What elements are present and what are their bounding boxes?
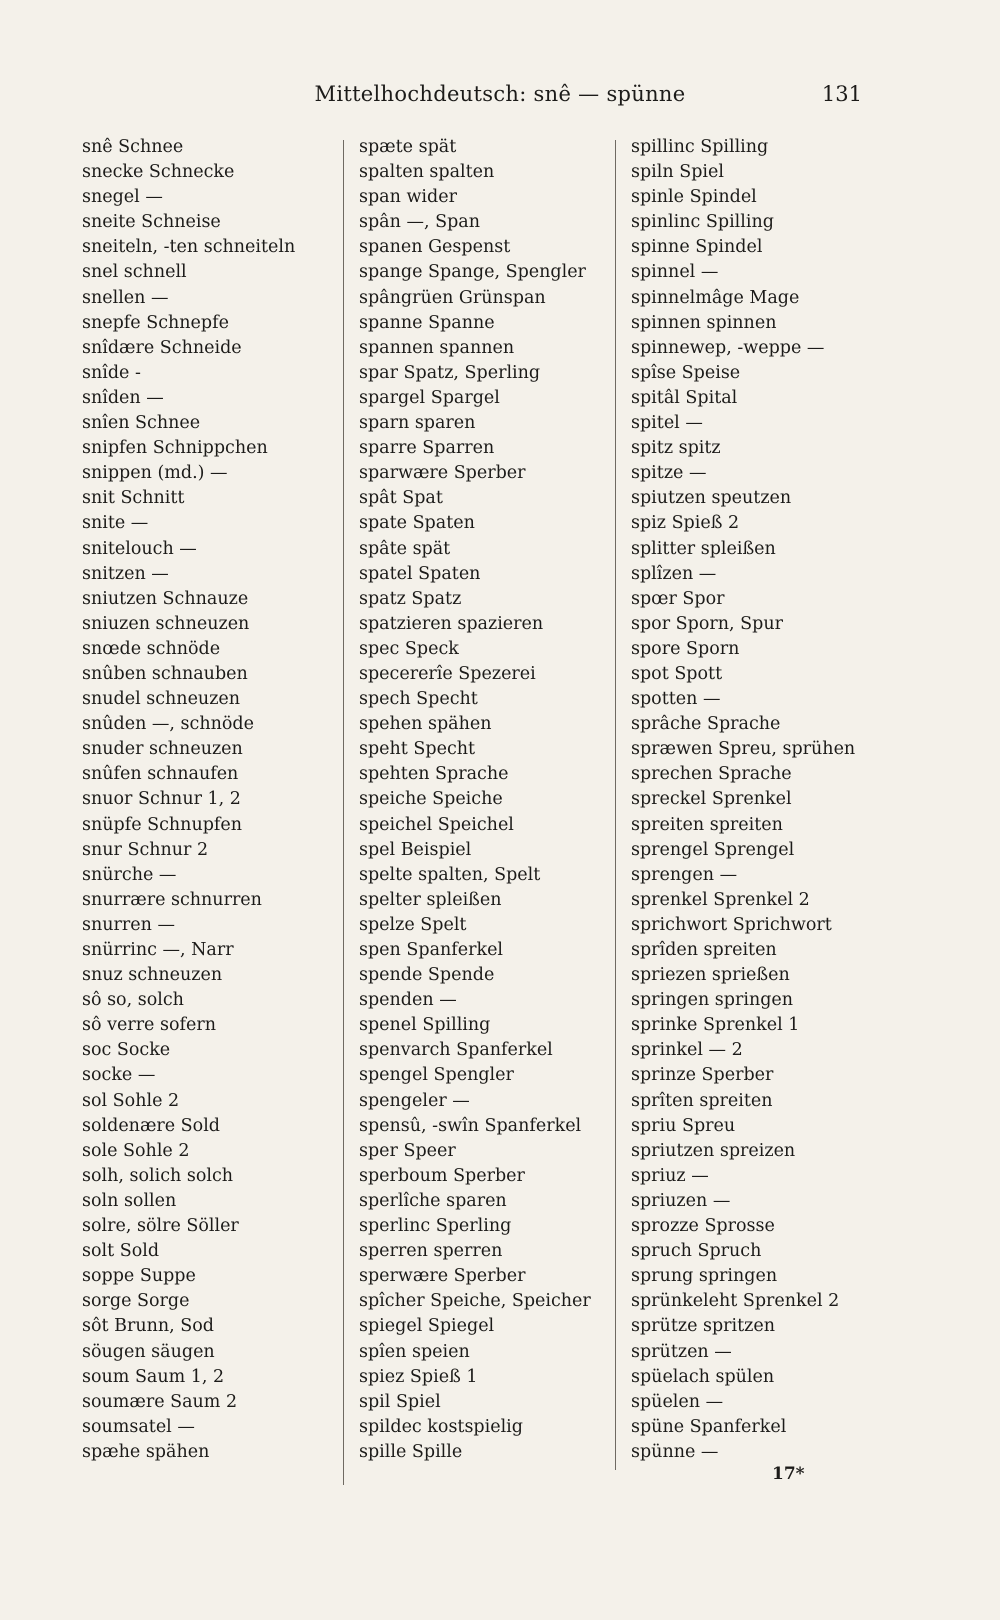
dictionary-entry: spât Spat [359,488,443,509]
dictionary-entry: spinle Spindel [631,187,757,208]
dictionary-entry: spel Beispiel [359,839,472,860]
dictionary-entry: soln sollen [82,1190,177,1211]
dictionary-entry: spüelach spülen [631,1366,775,1387]
dictionary-entry: soum Saum 1, 2 [82,1366,225,1387]
dictionary-entry: spensû, -swîn Spanferkel [359,1115,582,1136]
dictionary-entry: splîzen — [631,563,717,584]
dictionary-entry: sô verre sofern [82,1015,216,1036]
dictionary-entry: spenel Spilling [359,1015,491,1036]
dictionary-entry: spângrüen Grünspan [359,287,546,308]
dictionary-entry: sô so, solch [82,990,184,1011]
dictionary-entry: solt Sold [82,1241,160,1262]
dictionary-entry: snîdære Schneide [82,337,242,358]
dictionary-entry: spenden — [359,990,457,1011]
dictionary-entry: spîcher Speiche, Speicher [359,1291,591,1312]
running-header-title: Mittelhochdeutsch: snê — spünne [314,82,686,106]
dictionary-entry: spore Sporn [631,638,740,659]
dictionary-entry: sperlîche sparen [359,1190,507,1211]
dictionary-entry: spehten Sprache [359,764,509,785]
dictionary-entry: spæte spät [359,137,457,157]
dictionary-entry: spruch Spruch [631,1241,762,1262]
dictionary-entry: sprinke Sprenkel 1 [631,1015,800,1036]
dictionary-entry: solre, sölre Söller [82,1216,239,1237]
dictionary-entry: snepfe Schnepfe [82,312,229,333]
dictionary-entry: spot Spott [631,663,723,684]
dictionary-entry: spiz Spieß 2 [631,513,740,534]
dictionary-entry: snecke Schnecke [82,162,235,183]
dictionary-entry: snûfen schnaufen [82,764,239,785]
dictionary-entry: sprozze Sprosse [631,1216,775,1237]
dictionary-entry: spreiten spreiten [631,814,783,835]
dictionary-entry: sper Speer [359,1140,456,1161]
dictionary-entry: sprütze spritzen [631,1316,776,1337]
dictionary-entry: splitter spleißen [631,538,776,559]
dictionary-entry: sprengel Sprengel [631,839,795,860]
entry-column-left [82,135,332,1465]
dictionary-entry: spelter spleißen [359,889,502,910]
dictionary-entry: spehen spähen [359,714,492,735]
dictionary-entry: snite — [82,513,149,534]
dictionary-entry: spræwen Spreu, sprühen [631,739,856,760]
dictionary-entry: spille Spille [359,1441,463,1462]
dictionary-entry: spildec kostspielig [359,1416,523,1437]
dictionary-entry: soc Socke [82,1040,171,1061]
dictionary-entry: snœde schnöde [82,638,221,659]
dictionary-entry: spate Spaten [359,513,475,534]
dictionary-entry: spüne Spanferkel [631,1416,787,1437]
dictionary-entry: snîden — [82,387,164,408]
dictionary-entry: sprichwort Sprichwort [631,914,832,935]
dictionary-entry: sôt Brunn, Sod [82,1316,215,1337]
dictionary-entry: snürche — [82,864,177,885]
dictionary-entry: spelze Spelt [359,914,467,935]
dictionary-entry: spiez Spieß 1 [359,1366,478,1387]
dictionary-entry: sprützen — [631,1341,732,1362]
dictionary-entry: sole Sohle 2 [82,1140,190,1161]
dictionary-entry: sparn sparen [359,413,476,434]
dictionary-entry: spân —, Span [359,212,480,233]
entry-column-middle [359,135,609,1465]
dictionary-entry: sprîten spreiten [631,1090,773,1111]
dictionary-entry: spor Sporn, Spur [631,613,783,634]
dictionary-entry: spinnewep, -weppe — [631,337,825,358]
dictionary-entry: snel schnell [82,262,187,283]
dictionary-entry: spinnel — [631,262,719,283]
dictionary-entry: sperlinc Sperling [359,1216,512,1237]
dictionary-entry: spitze — [631,463,707,484]
dictionary-entry: spinne Spindel [631,237,763,258]
dictionary-entry: spîse Speise [631,362,741,383]
dictionary-entry: sperwære Sperber [359,1266,526,1287]
dictionary-entry: solh, solich solch [82,1165,234,1186]
dictionary-entry: soumsatel — [82,1416,195,1437]
dictionary-entry: spinnelmâge Mage [631,287,800,308]
page-number: 131 [821,82,862,106]
dictionary-entry: spec Speck [359,638,459,659]
dictionary-entry: spüelen — [631,1391,724,1412]
dictionary-entry: sparwære Sperber [359,463,526,484]
dictionary-entry: spanne Spanne [359,312,495,333]
dictionary-entry: span wider [359,187,457,208]
dictionary-entry: spriezen sprießen [631,965,790,986]
dictionary-entry: snê Schnee [82,137,184,157]
dictionary-entry: snegel — [82,187,163,208]
column-divider-right [615,140,616,1470]
dictionary-entry: spîen speien [359,1341,470,1362]
dictionary-entry: snîde - [82,362,141,383]
dictionary-entry: snur Schnur 2 [82,839,209,860]
dictionary-entry: sprung springen [631,1266,778,1287]
dictionary-entry: spiln Spiel [631,162,724,183]
dictionary-entry: sperren sperren [359,1241,503,1262]
dictionary-entry: soldenære Sold [82,1115,221,1136]
dictionary-entry: spargel Spargel [359,387,500,408]
dictionary-entry: sol Sohle 2 [82,1090,180,1111]
dictionary-entry: snuz schneuzen [82,965,223,986]
dictionary-entry: sprinze Sperber [631,1065,774,1086]
dictionary-entry: spech Specht [359,689,478,710]
dictionary-entry: sprîden spreiten [631,940,777,960]
dictionary-entry: spitz spitz [631,438,721,459]
dictionary-entry: sprinkel — 2 [631,1040,743,1061]
dictionary-entry: spar Spatz, Sperling [359,362,541,383]
dictionary-entry: spelte spalten, Spelt [359,864,541,885]
dictionary-entry: spatz Spatz [359,588,462,609]
dictionary-entry: spannen spannen [359,337,515,358]
dictionary-entry: sorge Sorge [82,1291,190,1312]
dictionary-entry: sparre Sparren [359,438,495,459]
dictionary-entry: snipfen Schnippchen [82,438,268,459]
dictionary-entry: sniuzen schneuzen [82,613,250,634]
dictionary-entry: speht Specht [359,739,476,760]
dictionary-entry: sprengen — [631,864,738,885]
dictionary-entry: spanen Gespenst [359,237,511,258]
dictionary-entry: spriuz — [631,1165,709,1186]
dictionary-entry: spitâl Spital [631,387,738,408]
dictionary-entry: spinnen spinnen [631,312,777,333]
dictionary-entry: spriutzen spreizen [631,1140,796,1161]
dictionary-entry: snüpfe Schnupfen [82,814,243,835]
dictionary-entry: spriu Spreu [631,1115,736,1136]
dictionary-entry: spitel — [631,413,703,434]
dictionary-entry: soppe Suppe [82,1266,196,1287]
dictionary-entry: spenvarch Spanferkel [359,1040,553,1061]
dictionary-entry: snurren — [82,914,175,935]
dictionary-entry: spen Spanferkel [359,940,504,960]
dictionary-entry: sneiteln, -ten schneiteln [82,237,296,258]
dictionary-entry: snîen Schnee [82,413,201,434]
dictionary-entry: spiegel Spiegel [359,1316,495,1337]
dictionary-entry: snuor Schnur 1, 2 [82,789,241,810]
dictionary-entry: spil Spiel [359,1391,441,1412]
dictionary-entry: sperboum Sperber [359,1165,525,1186]
dictionary-entry: söugen säugen [82,1341,215,1362]
dictionary-entry: sprechen Sprache [631,764,792,785]
dictionary-entry: snitelouch — [82,538,197,559]
dictionary-entry: sprâche Sprache [631,714,781,735]
dictionary-entry: socke — [82,1065,156,1086]
dictionary-entry: spange Spange, Spengler [359,262,586,283]
dictionary-entry: spæhe spähen [82,1441,210,1462]
dictionary-entry: snippen (md.) — [82,463,228,484]
dictionary-entry: spriuzen — [631,1190,731,1211]
dictionary-entry: spengel Spengler [359,1065,514,1086]
column-divider-left [343,140,344,1485]
dictionary-entry: speiche Speiche [359,789,503,810]
dictionary-entry: spünne — [631,1441,719,1462]
dictionary-entry: spillinc Spilling [631,137,769,157]
dictionary-entry: snûden —, schnöde [82,714,254,735]
dictionary-entry: snit Schnitt [82,488,185,509]
dictionary-entry: spengeler — [359,1090,470,1111]
dictionary-entry: snudel schneuzen [82,689,241,710]
dictionary-entry: springen springen [631,990,794,1011]
entry-column-right [631,135,881,1465]
dictionary-entry: snurrære schnurren [82,889,262,910]
dictionary-entry: snellen — [82,287,169,308]
dictionary-entry: sprenkel Sprenkel 2 [631,889,810,910]
dictionary-entry: spende Spende [359,965,495,986]
signature-mark: 17* [772,1464,805,1484]
dictionary-entry: spotten — [631,689,721,710]
dictionary-entry: sprünkeleht Sprenkel 2 [631,1291,840,1312]
dictionary-entry: sneite Schneise [82,212,221,233]
dictionary-entry: specererîe Spezerei [359,663,536,684]
dictionary-entry: sniutzen Schnauze [82,588,249,609]
dictionary-entry: snitzen — [82,563,169,584]
dictionary-entry: spœr Spor [631,588,725,609]
dictionary-entry: speichel Speichel [359,814,514,835]
dictionary-entry: snuder schneuzen [82,739,243,760]
dictionary-entry: soumære Saum 2 [82,1391,238,1412]
dictionary-entry: snûben schnauben [82,663,248,684]
dictionary-entry: spatel Spaten [359,563,481,584]
dictionary-entry: snürrinc —, Narr [82,940,234,960]
dictionary-entry: spatzieren spazieren [359,613,544,634]
dictionary-entry: spinlinc Spilling [631,212,774,233]
dictionary-entry: spreckel Sprenkel [631,789,792,810]
dictionary-entry: spalten spalten [359,162,495,183]
dictionary-entry: spiutzen speutzen [631,488,792,509]
dictionary-entry: spâte spät [359,538,451,559]
